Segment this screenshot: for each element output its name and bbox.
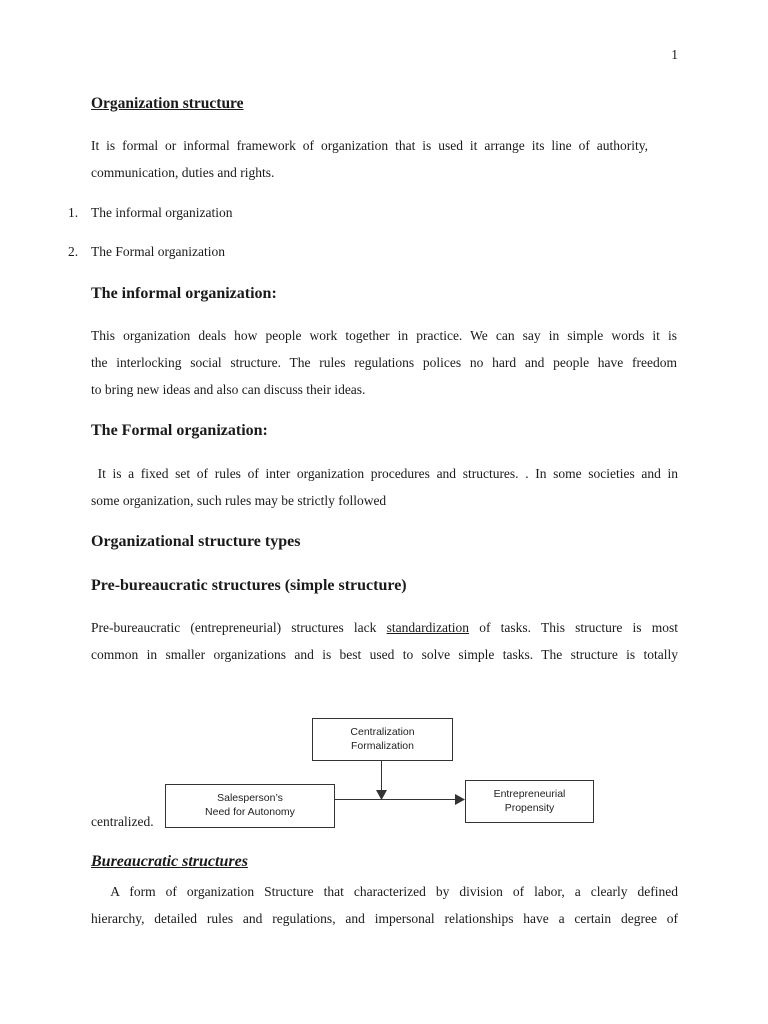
informal-line-3: to bring new ideas and also can discuss their ideas. — [91, 382, 366, 397]
list-item-2: The Formal organization — [91, 244, 225, 259]
page-number: 1 — [671, 47, 678, 62]
prebureau-text-a: Pre-bureaucratic (entrepreneurial) structures lack — [91, 620, 387, 635]
list-item-1: The informal organization — [91, 205, 233, 220]
prebureau-heading: Pre-bureaucratic structures (simple structure) — [91, 577, 407, 594]
vertical-connector — [381, 761, 382, 793]
autonomy-label: Need for Autonomy — [205, 806, 295, 818]
bureau-line-2: hierarchy, detailed rules and regulations, and impersonal relationships have a certain degree of — [91, 911, 678, 926]
informal-line-1: This organization deals how people work together in practice. We can say in simple words it is — [91, 328, 677, 343]
salesperson-label: Salesperson’s — [217, 792, 283, 805]
page-title: Organization structure — [91, 95, 244, 112]
intro-line-2: communication, duties and rights. — [91, 165, 275, 180]
formal-heading: The Formal organization: — [91, 422, 268, 439]
prebureau-line-3: centralized. — [91, 814, 154, 829]
salesperson-box — [165, 784, 335, 828]
formal-line-1: It is a fixed set of rules of inter organization procedures and structures. . In some societies and in — [91, 466, 678, 481]
horizontal-connector — [335, 799, 457, 800]
prebureau-line-2: common in smaller organizations and is best used to solve simple tasks. The structure is totally — [91, 647, 678, 662]
entrepreneurial-label: Entrepreneurial — [493, 787, 566, 800]
right-arrow-icon — [455, 794, 465, 805]
informal-line-2: the interlocking social structure. The rules regulations polices no hard and people have freedom — [91, 355, 677, 370]
informal-heading: The informal organization: — [91, 285, 277, 302]
standardization-link[interactable]: standardization — [386, 620, 470, 635]
bureau-heading: Bureaucratic structures — [91, 853, 248, 870]
entrepreneurial-box — [465, 780, 594, 823]
propensity-label: Propensity — [504, 801, 555, 814]
intro-line-1: It is formal or informal framework of organization that is used it arrange its line of authority, — [91, 138, 648, 153]
formalization-label: Formalization — [350, 739, 414, 752]
list-number-1: 1. — [68, 205, 79, 220]
centralization-box — [312, 718, 453, 761]
types-heading: Organizational structure types — [91, 533, 301, 550]
formal-line-2: some organization, such rules may be strictly followed — [91, 493, 387, 508]
prebureau-line-1 — [91, 620, 678, 636]
prebureau-text-b: of tasks. This structure is most — [469, 620, 678, 635]
bureau-line-1: A form of organization Structure that characterized by division of labor, a clearly defined — [91, 884, 678, 899]
centralization-label: Centralization — [350, 725, 415, 738]
list-number-2: 2. — [68, 244, 79, 259]
